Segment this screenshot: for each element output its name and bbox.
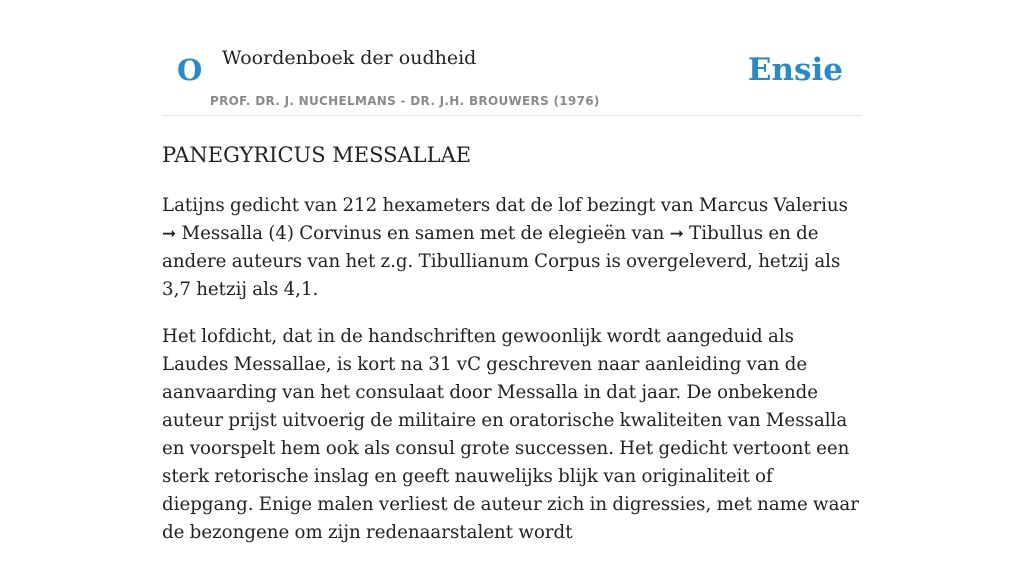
arrow-right-icon: ➞ (669, 224, 684, 244)
book-authors: PROF. DR. J. NUCHELMANS - DR. J.H. BROUWERS (1976) (210, 94, 600, 108)
paragraph-1 (162, 192, 862, 304)
header (162, 0, 862, 116)
entry-title: PANEGYRICUS MESSALLAE (162, 143, 472, 167)
xref-tibullus[interactable] (670, 223, 684, 244)
entry-body (162, 192, 862, 566)
page (162, 0, 862, 543)
ensie-logo[interactable]: Ensie (747, 52, 843, 88)
arrow-right-icon: ➞ (162, 224, 177, 244)
paragraph-1-text-2: Tibullus en de andere auteurs van het z.g. Tibullianum Corpus is overgeleverd, hetzij als 3,7 hetzij als 4,1. (162, 223, 841, 300)
xref-messalla[interactable] (162, 223, 670, 244)
book-title[interactable]: Woordenboek der oudheid (222, 47, 477, 69)
paragraph-1-text-1: Latijns gedicht van 212 hexameters dat de lof bezingt van Marcus Valerius (162, 195, 848, 216)
index-letter[interactable]: O (177, 53, 203, 87)
paragraph-2: Het lofdicht, dat in de handschriften gewoonlijk wordt aangeduid als Laudes Messallae, is kort na 31 vC geschreven naar aanleiding van de aanvaarding van het consulaat door Messalla in dat jaar. De onbekende auteur prijst uitvoerig de militaire en oratorische kwaliteiten van Messalla en voorspelt hem ook als consul grote successen. Het gedicht vertoont een sterk retorische inslag en geeft nauwelijks blijk van originaliteit of diepgang. Enige malen verliest de auteur zich in digressies, met name waar de bezongene om zijn redenaarstalent wordt (162, 326, 859, 543)
xref-messalla-label: Messalla (4) Corvinus en samen met de elegieën van (181, 223, 670, 244)
